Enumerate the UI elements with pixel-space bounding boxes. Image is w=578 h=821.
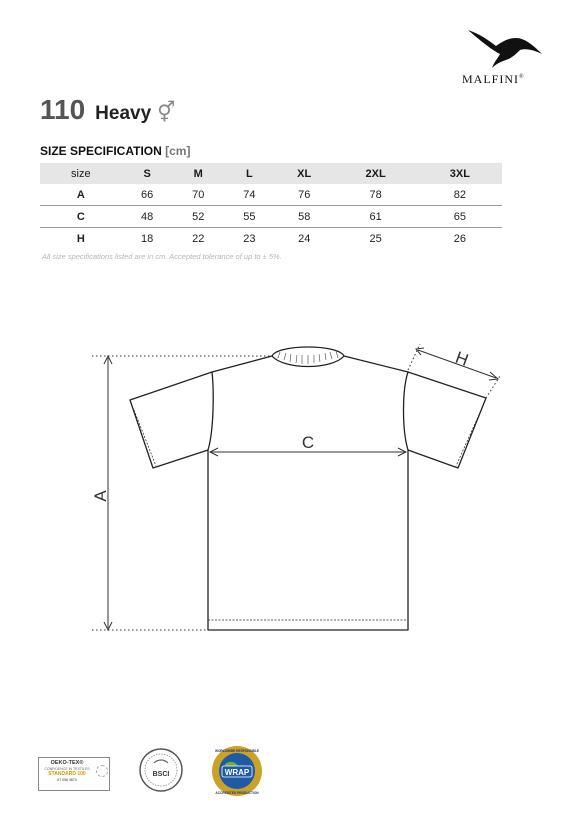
column-header: 2XL: [334, 163, 418, 184]
product-name: Heavy: [95, 103, 152, 124]
table-cell: 78: [369, 188, 382, 201]
collar-rib-icon: [278, 351, 338, 364]
row-label: C: [76, 210, 85, 223]
table-cell: 61: [369, 210, 382, 223]
table-cell: 65: [453, 210, 466, 223]
svg-text:WORLDWIDE RESPONSIBLE: WORLDWIDE RESPONSIBLE: [214, 749, 260, 753]
spec-heading: SIZE SPECIFICATION [cm]: [40, 144, 191, 158]
label-h: H: [452, 347, 471, 370]
table-row: [40, 206, 502, 228]
column-header: M: [173, 163, 224, 184]
tshirt-outline: [130, 347, 486, 630]
malfini-logo: [462, 24, 552, 90]
svg-text:ACCREDITED PRODUCTION: ACCREDITED PRODUCTION: [215, 791, 259, 795]
row-label: H: [76, 232, 85, 245]
column-header: XL: [275, 163, 334, 184]
table-cell: 52: [192, 210, 205, 223]
table-cell: 24: [298, 232, 311, 245]
tolerance-note: All size specifications listed are in cm. Accepted tolerance of up to ± 5%.: [42, 252, 282, 261]
column-header: S: [122, 163, 173, 184]
table-cell: 22: [192, 232, 205, 245]
table-cell: 55: [243, 210, 256, 223]
table-row: [40, 184, 502, 206]
table-cell: 70: [192, 188, 205, 201]
table-cell: 74: [243, 188, 256, 201]
product-title: [40, 94, 175, 128]
unisex-icon: ⚥: [157, 100, 176, 124]
table-cell: 66: [141, 188, 154, 201]
dimension-a: [92, 356, 272, 630]
eagle-icon: [466, 24, 544, 70]
row-label: A: [76, 188, 85, 201]
oeko-sun-icon: [96, 765, 108, 777]
oeko-tex-badge: OEKO-TEX® CONFIDENCE IN TEXTILES STANDARD 100 67 058 9874: [38, 757, 110, 791]
bsci-seal: [138, 747, 184, 793]
product-code: 110: [40, 94, 86, 125]
table-cell: 23: [243, 232, 256, 245]
brand-name: MALFINI®: [462, 72, 525, 86]
label-a: A: [91, 490, 110, 502]
table-cell: 82: [453, 188, 466, 201]
label-c: C: [301, 433, 315, 452]
wrap-globe-seal: [210, 744, 264, 798]
size-table: [40, 163, 502, 249]
table-cell: 25: [369, 232, 382, 245]
column-header: L: [224, 163, 275, 184]
table-cell: 58: [298, 210, 311, 223]
svg-text:WRAP: WRAP: [224, 768, 250, 777]
table-row: [40, 228, 502, 250]
tshirt-diagram: [0, 340, 578, 640]
svg-text:BSCI: BSCI: [152, 771, 170, 778]
table-cell: 76: [298, 188, 311, 201]
table-cell: 26: [453, 232, 466, 245]
table-cell: 18: [141, 232, 154, 245]
table-cell: 48: [141, 210, 154, 223]
column-header: 3XL: [418, 163, 502, 184]
dimension-h: [408, 344, 500, 398]
table-header-row: [40, 163, 502, 184]
column-header: size: [40, 163, 122, 184]
